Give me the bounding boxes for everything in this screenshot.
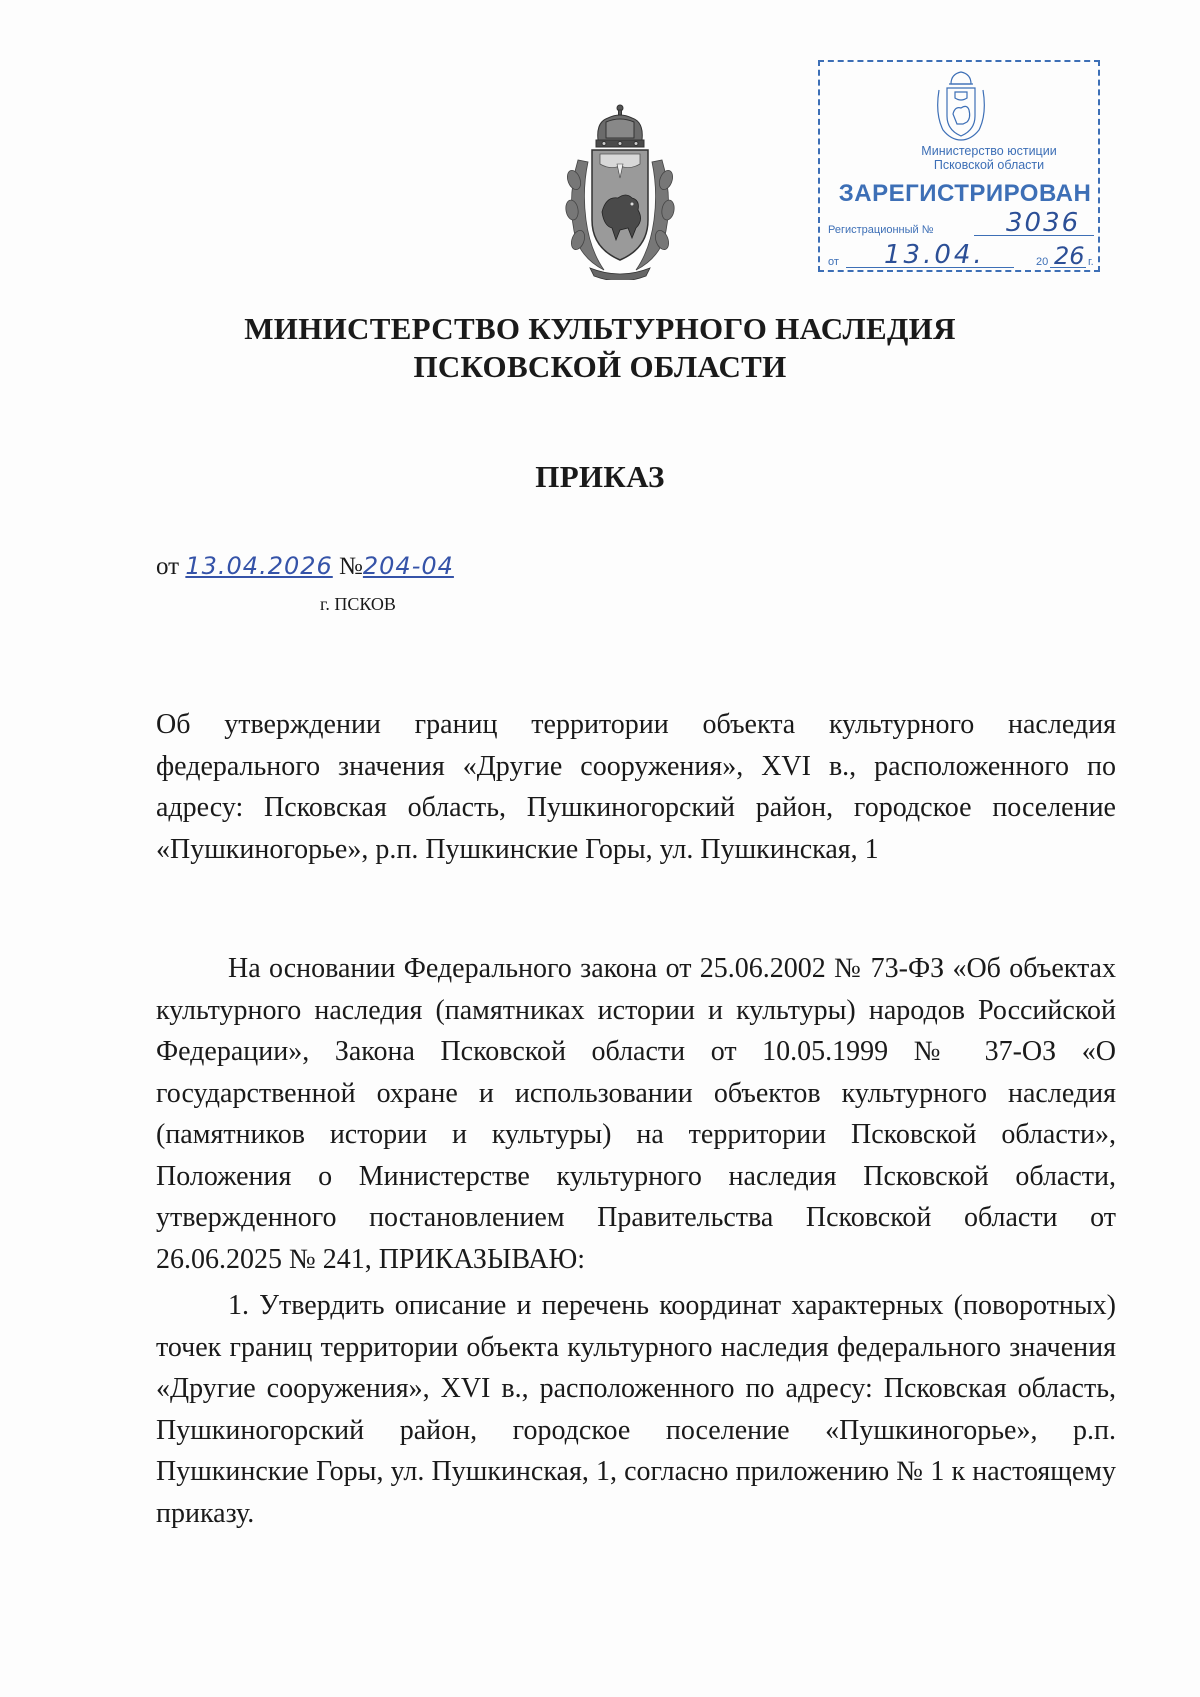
stamp-reg-number-row xyxy=(828,208,1094,238)
order-basis-paragraph: На основании Федерального закона от 25.06.2002 № 73-ФЗ «Об объектах культурного наследия (памятниках истории и культуры) народов Российской Федерации», Закона Псковской области от 10.05.1999 № 37-ОЗ «О государственной охране и использовании объектов культурного наследия (памятников истории и культуры) на территории Псковской области», Положения о Министерстве культурного наследия Псковской области, утвержденного постановлением Правительства Псковской области от 26.06.2025 № 241, ПРИКАЗЫВАЮ: xyxy=(156,953,1116,1275)
stamp-reg-label: Регистрационный № xyxy=(828,224,934,236)
ministry-title-line2: ПСКОВСКОЙ ОБЛАСТИ xyxy=(413,349,787,384)
stamp-date-prefix: от xyxy=(828,256,839,268)
stamp-reg-number: 3036 xyxy=(1006,208,1081,238)
stamp-century: 20 xyxy=(1036,256,1049,268)
coat-of-arms-icon xyxy=(560,100,680,280)
stamp-ministry-line2: Псковской области xyxy=(933,158,1045,172)
stamp-coat-of-arms-icon xyxy=(933,68,989,142)
order-city: г. ПСКОВ xyxy=(320,594,396,614)
order-number: 204-04 xyxy=(362,552,454,580)
stamp-date-value: 13.04. xyxy=(884,240,985,270)
document-type-title: ПРИКАЗ xyxy=(535,459,665,494)
stamp-ministry-text xyxy=(820,144,1098,172)
order-number-prefix: № xyxy=(339,553,363,580)
registration-stamp xyxy=(818,60,1100,272)
order-subject: Об утверждении границ территории объекта культурного наследия федерального значения «Другие сооружения», XVI в., расположенного по адресу: Псковская область, Пушкиногорский район, городское поселение «Пушкиногорье», р.п. Пушкинские Горы, ул. Пушкинская, 1 xyxy=(156,709,1116,865)
stamp-year-g: г. xyxy=(1088,256,1094,268)
stamp-date-row xyxy=(828,240,1094,270)
stamp-status: ЗАРЕГИСТРИРОВАН xyxy=(838,180,1092,207)
ministry-title xyxy=(0,310,1200,386)
order-number-line xyxy=(156,552,454,586)
ministry-title-line1: МИНИСТЕРСТВО КУЛЬТУРНОГО НАСЛЕДИЯ xyxy=(244,311,956,346)
order-date: 13.04.2026 xyxy=(185,552,333,580)
stamp-ministry-line1: Министерство юстиции xyxy=(921,144,1057,158)
order-item-1: 1. Утвердить описание и перечень координат характерных (поворотных) точек границ территории объекта культурного наследия федерального значения «Другие сооружения», XVI в., расположенного по адресу: Псковская область, Пушкиногорский район, городское поселение «Пушкиногорье», р.п. Пушкинские Горы, ул. Пушкинская, 1, согласно приложению № 1 к настоящему приказу. xyxy=(156,1290,1116,1529)
stamp-year-suffix: 26 xyxy=(1054,242,1085,270)
order-date-prefix: от xyxy=(156,553,180,580)
